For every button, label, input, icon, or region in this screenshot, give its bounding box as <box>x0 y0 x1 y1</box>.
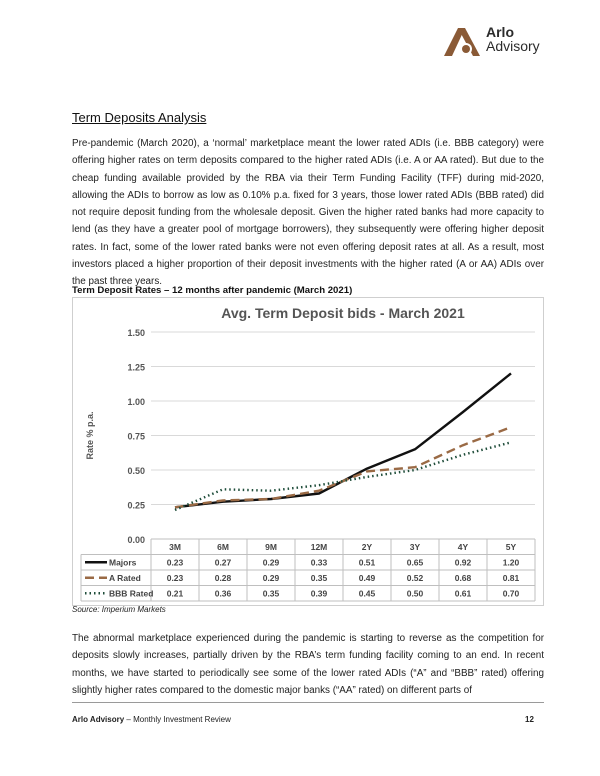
footer-divider <box>72 702 544 703</box>
logo-wordmark <box>486 25 540 53</box>
data-label: 1.20 <box>502 557 520 568</box>
data-label: 0.65 <box>406 557 424 568</box>
y-tick-label: 0.00 <box>127 535 145 545</box>
data-label: 0.39 <box>310 588 328 599</box>
data-label: 0.61 <box>454 588 472 599</box>
data-label: 0.49 <box>358 573 376 583</box>
legend-label: BBB Rated <box>109 588 154 599</box>
section-title: Term Deposits Analysis <box>72 110 207 125</box>
data-label: 0.92 <box>454 557 472 568</box>
x-tick-label: 5Y <box>505 542 517 552</box>
legend-label: A Rated <box>109 573 141 583</box>
data-label: 0.35 <box>262 588 280 599</box>
logo-name-line2: Advisory <box>486 38 540 54</box>
page-number: 12 <box>525 715 534 724</box>
data-label: 0.21 <box>166 588 184 599</box>
data-label: 0.28 <box>214 573 232 583</box>
data-label: 0.50 <box>406 588 424 599</box>
term-deposit-chart <box>72 297 544 606</box>
chart-svg <box>73 298 543 605</box>
data-label: 0.33 <box>310 557 328 568</box>
data-label: 0.45 <box>358 588 376 599</box>
y-tick-label: 0.75 <box>127 431 145 442</box>
x-tick-label: 9M <box>265 542 277 552</box>
footer-brand: Arlo Advisory <box>72 715 125 724</box>
y-tick-label: 0.25 <box>127 500 145 511</box>
chart-title: Avg. Term Deposit bids - March 2021 <box>221 305 465 321</box>
data-label: 0.29 <box>262 573 280 583</box>
x-tick-label: 4Y <box>457 542 469 552</box>
x-tick-label: 6M <box>217 542 229 552</box>
data-label: 0.23 <box>166 557 184 568</box>
intro-paragraph: Pre-pandemic (March 2020), a ‘normal’ marketplace meant the lower rated ADIs (i.e. BBB category) were offering higher rates on term deposits compared to the higher rated ADIs (i.e. A or AA rated). But due to the cheap funding available provided by the RBA via their Term Funding Facility (TFF) during mid-2020, allowing the ADIs to borrow as low as 0.10% p.a. fixed for 3 years, those lower rated ADIs (BBB rated) did not require deposit funding from the wholesale deposit. Given the higher rated banks had more capacity to lend (as they have a greater pool of mortgage borrowers), they subsequently were offering higher deposit rates. In fact, some of the lower rated banks were not even offering deposit rates at all. As a result, most investors placed a higher proportion of their deposit investments with the higher rated (A or AA) ADIs over the past three years. <box>72 138 544 288</box>
x-tick-label: 2Y <box>361 542 373 552</box>
data-label: 0.51 <box>358 557 376 568</box>
y-tick-label: 1.00 <box>127 397 145 407</box>
x-tick-label: 12M <box>310 542 328 552</box>
x-tick-label: 3M <box>169 542 181 552</box>
data-label: 0.81 <box>502 573 520 583</box>
arlo-advisory-logo <box>444 22 554 62</box>
y-axis-label: Rate % p.a. <box>85 411 95 460</box>
x-tick-label: 3Y <box>409 542 421 552</box>
arlo-logo-mark-icon <box>444 26 482 56</box>
series-line-a-rated <box>175 427 511 507</box>
footer-separator: – <box>124 715 134 724</box>
legend-label: Majors <box>109 557 137 568</box>
data-label: 0.27 <box>214 557 232 568</box>
data-label: 0.29 <box>262 557 280 568</box>
data-label: 0.68 <box>454 573 472 583</box>
y-tick-label: 1.25 <box>127 362 145 373</box>
figure-caption: Term Deposit Rates – 12 months after pandemic (March 2021) <box>72 285 353 296</box>
series-line-majors <box>175 373 511 507</box>
followup-paragraph: The abnormal marketplace experienced during the pandemic is starting to reverse as the competition for deposits slowly increases, partially driven by the RBA’s term funding facility coming to an end. In recent months, we have started to periodically see some of the lower rated ADIs (“A” and “BBB” rated) offering slightly higher rates compared to the domestic major banks (“AA” rated) on different parts of <box>72 633 544 696</box>
chart-source: Source: Imperium Markets <box>72 605 166 614</box>
footer-publication-name: Monthly Investment Review <box>133 715 231 724</box>
y-tick-label: 1.50 <box>127 328 145 338</box>
y-tick-label: 0.50 <box>127 466 145 476</box>
data-label: 0.35 <box>310 573 328 583</box>
data-label: 0.23 <box>166 573 184 583</box>
data-label: 0.52 <box>406 573 424 583</box>
logo-name-line1: Arlo <box>486 24 514 40</box>
data-label: 0.70 <box>502 588 520 599</box>
data-label: 0.36 <box>214 588 232 599</box>
footer-publication <box>72 715 231 724</box>
